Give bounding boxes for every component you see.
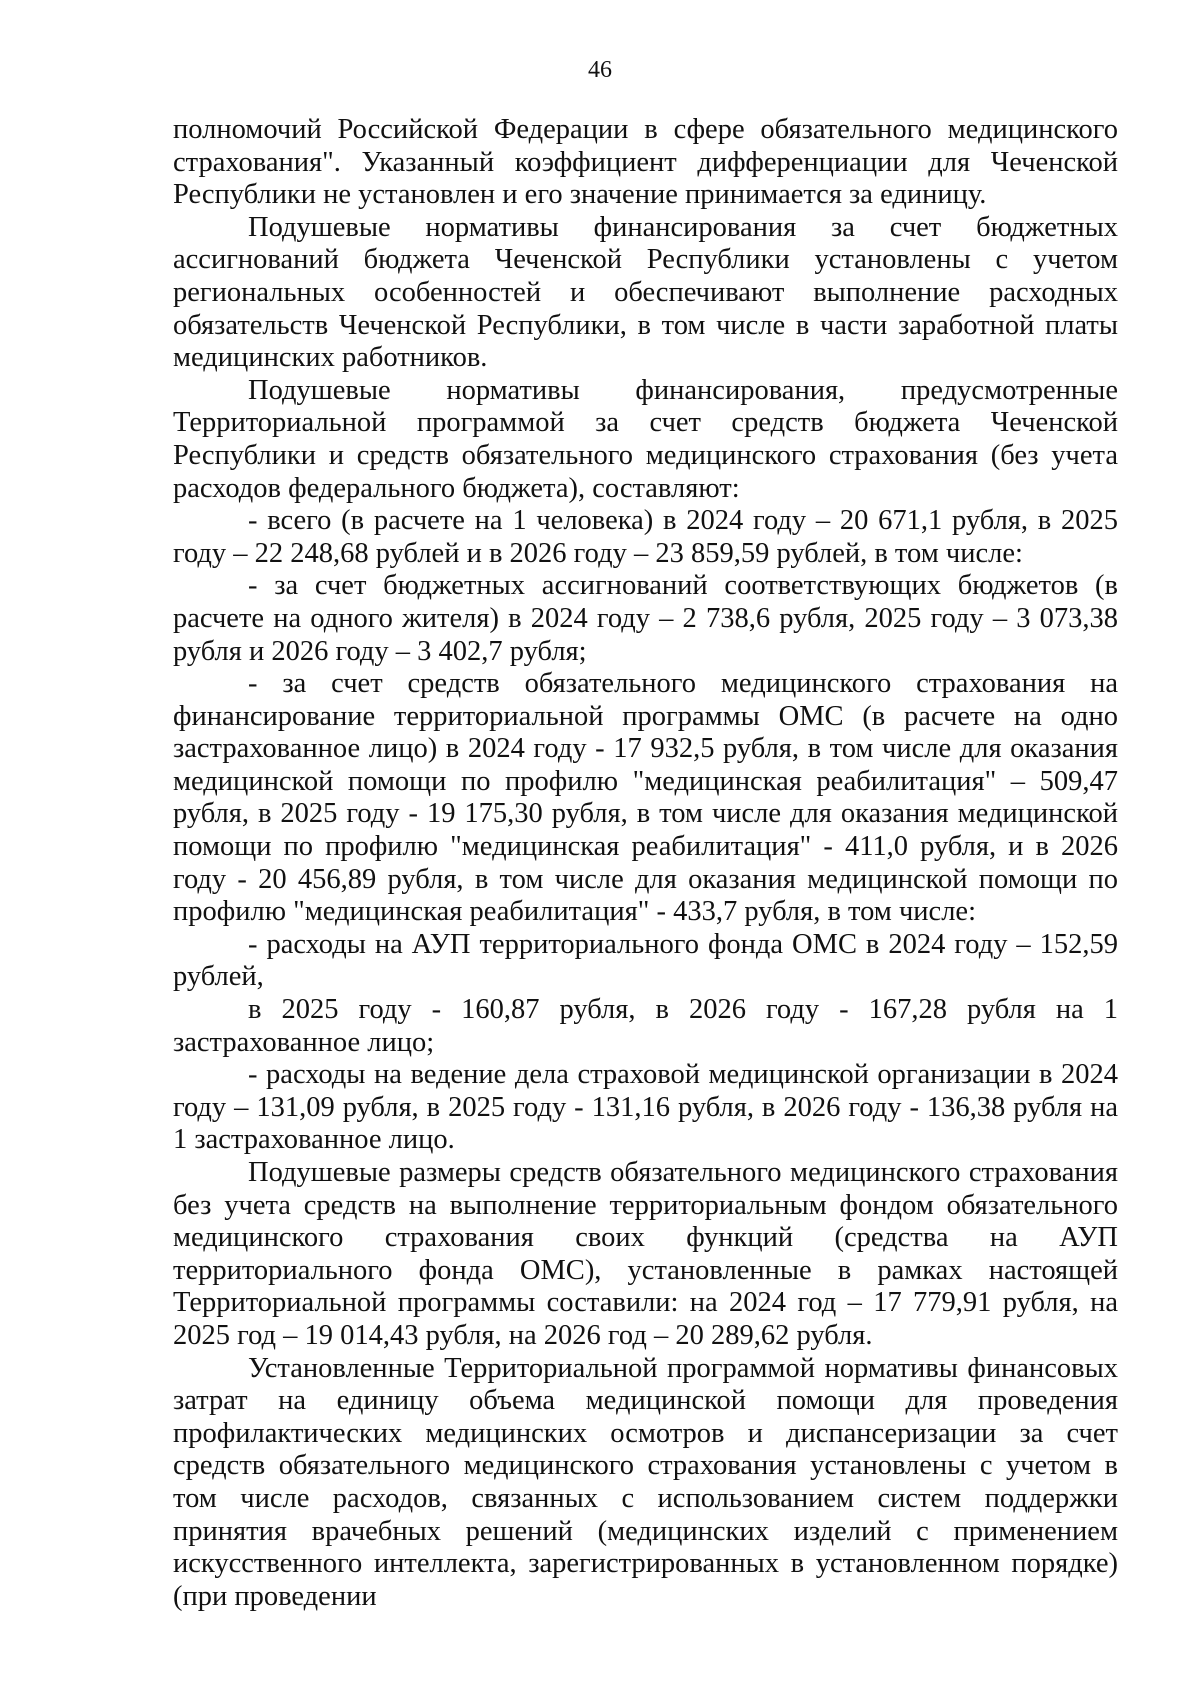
page-number: 46 bbox=[588, 57, 612, 83]
paragraph-11: Установленные Территориальной программой нормативы финансовых затрат на единицу объема медицинской помощи для проведения профилактических медицинских осмотров и диспансеризации за счет средств обязательного медицинского страхования установлены с учетом в том числе расходов, связанных с использованием систем поддержки принятия врачебных решений (медицинских изделий с применением искусственного интеллекта, зарегистрированных в установленном порядке) (при проведении bbox=[173, 1352, 1118, 1612]
paragraph-5: - за счет бюджетных ассигнований соответствующих бюджетов (в расчете на одного жителя) в 2024 году – 2 738,6 рубля, 2025 году – 3 073,38 рубля и 2026 году – 3 402,7 рубля; bbox=[173, 570, 1118, 667]
paragraph-7: - расходы на АУП территориального фонда ОМС в 2024 году – 152,59 рублей, bbox=[173, 928, 1118, 993]
paragraph-2: Подушевые нормативы финансирования за счет бюджетных ассигнований бюджета Чеченской Республики установлены с учетом региональных особенностей и обеспечивают выполнение расходных обязательств Чеченской Республики, в том числе в части заработной платы медицинских работников. bbox=[173, 211, 1118, 374]
document-body bbox=[173, 114, 1118, 1613]
paragraph-4: - всего (в расчете на 1 человека) в 2024 году – 20 671,1 рубля, в 2025 году – 22 248,68 рублей и в 2026 году – 23 859,59 рублей, в том числе: bbox=[173, 505, 1118, 569]
paragraph-3: Подушевые нормативы финансирования, предусмотренные Территориальной программой за счет средств бюджета Чеченской Республики и средств обязательного медицинского страхования (без учета расходов федерального бюджета), составляют: bbox=[173, 374, 1118, 504]
paragraph-9: - расходы на ведение дела страховой медицинской организации в 2024 году – 131,09 рубля, в 2025 году - 131,16 рубля, в 2026 году - 136,38 рубля на 1 застрахованное лицо. bbox=[173, 1059, 1118, 1156]
paragraph-6: - за счет средств обязательного медицинского страхования на финансирование территориальной программы ОМС (в расчете на одно застрахованное лицо) в 2024 году - 17 932,5 рубля, в том числе для оказания медицинской помощи по профилю "медицинская реабилитация" – 509,47 рубля, в 2025 году - 19 175,30 рубля, в том числе для оказания медицинской помощи по профилю "медицинская реабилитация" - 411,0 рубля, и в 2026 году - 20 456,89 рубля, в том числе для оказания медицинской помощи по профилю "медицинская реабилитация" - 433,7 рубля, в том числе: bbox=[173, 668, 1118, 928]
paragraph-10: Подушевые размеры средств обязательного медицинского страхования без учета средств на выполнение территориальным фондом обязательного медицинского страхования своих функций (средства на АУП территориального фонда ОМС), установленные в рамках настоящей Территориальной программы составили: на 2024 год – 17 779,91 рубля, на 2025 год – 19 014,43 рубля, на 2026 год – 20 289,62 рубля. bbox=[173, 1157, 1118, 1351]
paragraph-1: полномочий Российской Федерации в сфере обязательного медицинского страхования". Указанный коэффициент дифференциации для Чеченской Республики не установлен и его значение принимается за единицу. bbox=[173, 114, 1118, 211]
paragraph-8: в 2025 году - 160,87 рубля, в 2026 году - 167,28 рубля на 1 застрахованное лицо; bbox=[173, 994, 1118, 1058]
